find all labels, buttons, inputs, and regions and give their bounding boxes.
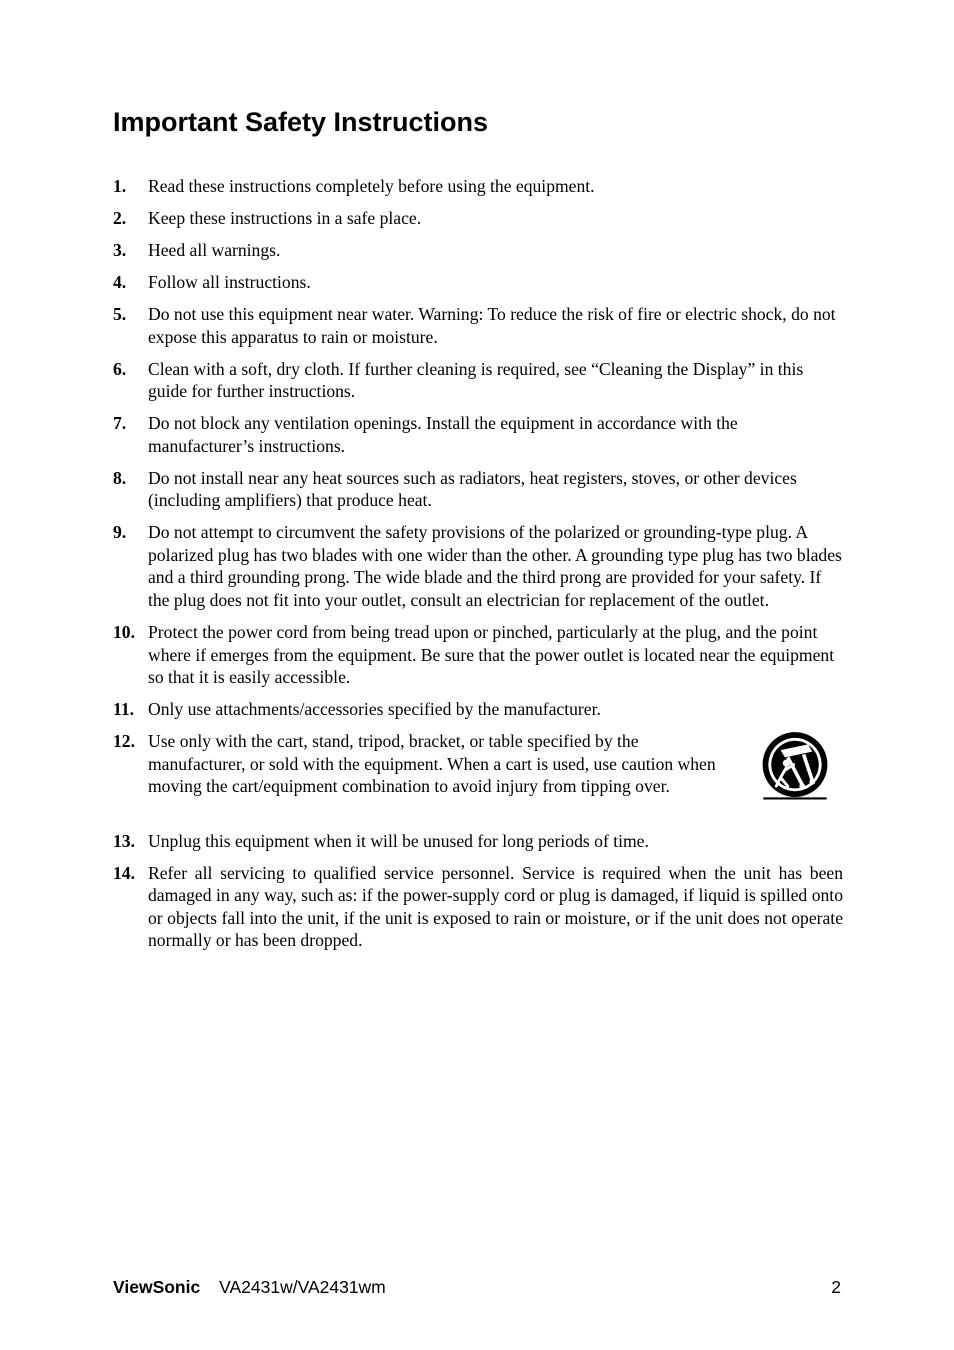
item-number: 7.	[113, 413, 127, 434]
cart-tip-over-warning-icon	[759, 730, 831, 802]
item-number: 6.	[113, 358, 127, 379]
item-text: Protect the power cord from being tread upon or pinched, particularly at the plug, and the point where if emerges from the equipment. Be sure that the power outlet is located near the equipment so that it is easily accessible.	[148, 622, 835, 688]
list-item	[113, 698, 843, 721]
list-item	[113, 830, 843, 853]
list-item	[113, 467, 843, 512]
page-number: 2	[831, 1277, 841, 1297]
item-text: Do not attempt to circumvent the safety provisions of the polarized or grounding-type plug. A polarized plug has two blades with one wider than the other. A grounding type plug has two blades and a third grounding prong. The wide blade and the third prong are provided for your safety. If the plug does not fit into your outlet, consult an electrician for replacement of the outlet.	[148, 522, 842, 611]
list-item	[113, 521, 843, 611]
page-footer	[113, 1276, 841, 1298]
list-item	[113, 207, 843, 230]
list-item	[113, 730, 843, 820]
page-title: Important Safety Instructions	[113, 107, 489, 137]
list-item	[113, 175, 843, 198]
list-item	[113, 358, 843, 403]
item-number: 4.	[113, 271, 127, 292]
item-number: 1.	[113, 176, 127, 196]
item-number: 14.	[113, 862, 135, 883]
item-text: Do not use this equipment near water. Warning: To reduce the risk of fire or electric shock, do not expose this apparatus to rain or moisture.	[148, 303, 836, 347]
item-number: 13.	[113, 830, 135, 851]
list-item	[113, 621, 843, 689]
item-number: 2.	[113, 207, 127, 228]
footer-brand: ViewSonic	[113, 1277, 201, 1297]
item-number: 11.	[113, 699, 135, 720]
footer-model: VA2431w/VA2431wm	[219, 1277, 386, 1297]
item-number: 12.	[113, 731, 135, 752]
safety-instructions-list	[113, 175, 843, 961]
item-text: Do not block any ventilation openings. Install the equipment in accordance with the manufacturer’s instructions.	[148, 413, 738, 456]
item-text: Heed all warnings.	[148, 239, 281, 260]
item-number: 9.	[113, 522, 127, 543]
item-text: Follow all instructions.	[148, 271, 311, 292]
item-number: 5.	[113, 303, 127, 324]
item-text: Refer all servicing to qualified service personnel. Service is required when the unit has been damaged in any way, such as: if the power-supply cord or plug is damaged, if liquid is spilled onto or objects fall into the unit, if the unit is exposed to rain or moisture, or if the unit does not operate normally or has been dropped.	[148, 862, 843, 951]
list-item	[113, 239, 843, 262]
list-item	[113, 412, 843, 457]
list-item	[113, 271, 843, 294]
item-text: Unplug this equipment when it will be unused for long periods of time.	[148, 830, 649, 851]
item-text: Use only with the cart, stand, tripod, bracket, or table specified by the manufacturer, or sold with the equipment. When a cart is used, use caution when moving the cart/equipment combination to avoid injury from tipping over.	[148, 731, 716, 797]
item-number: 3.	[113, 239, 127, 260]
item-number: 8.	[113, 467, 127, 488]
item-text: Clean with a soft, dry cloth. If further cleaning is required, see “Cleaning the Display” in this guide for further instructions.	[148, 358, 804, 402]
list-item	[113, 303, 843, 348]
item-text: Do not install near any heat sources such as radiators, heat registers, stoves, or other devices (including amplifiers) that produce heat.	[148, 467, 797, 511]
item-number: 10.	[113, 622, 135, 643]
item-text: Only use attachments/accessories specified by the manufacturer.	[148, 699, 601, 720]
list-item	[113, 862, 843, 952]
item-text: Read these instructions completely before using the equipment.	[148, 176, 595, 196]
item-text: Keep these instructions in a safe place.	[148, 207, 422, 228]
